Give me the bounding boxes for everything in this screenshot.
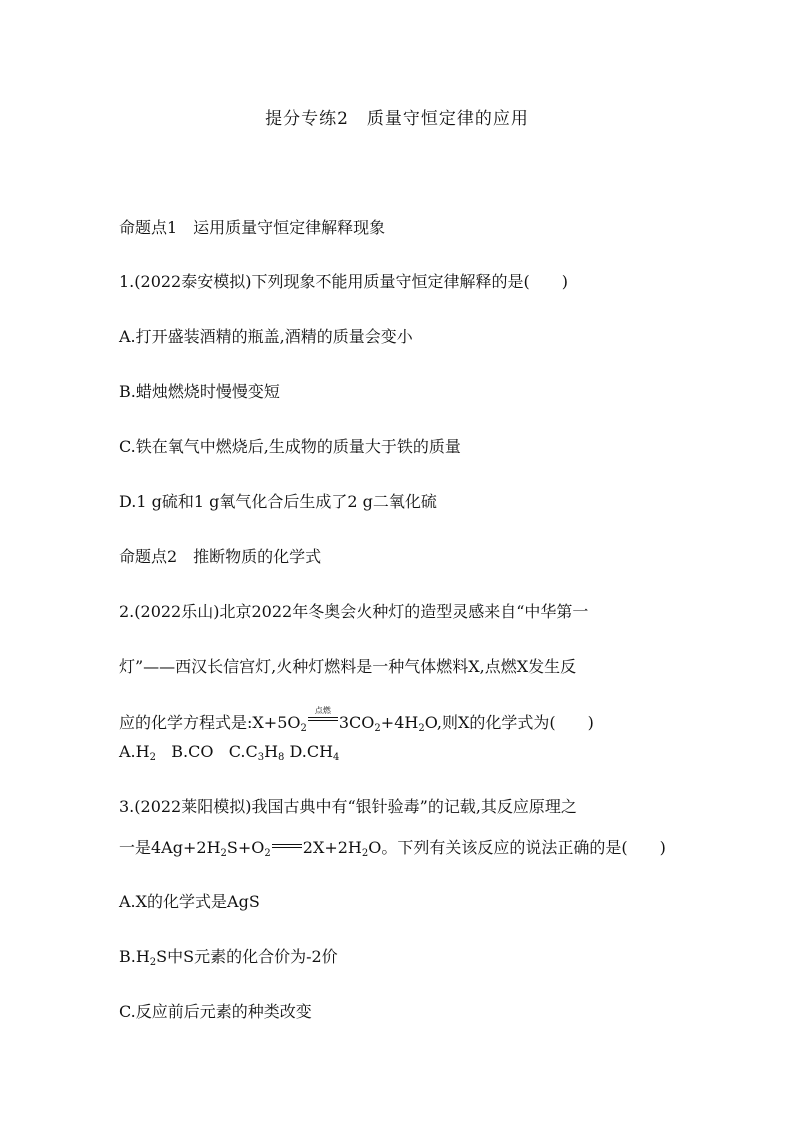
equation-text: O。下列有关该反应的说法正确的是( ): [368, 838, 666, 857]
subscript: 2: [418, 723, 425, 734]
option-c-text: C.C: [228, 742, 258, 761]
subscript: 4: [333, 752, 340, 763]
condition-label: 点燃: [314, 706, 331, 715]
question-1-option-b: B.蜡烛燃烧时慢慢变短: [119, 382, 280, 401]
equals-bar-top: [308, 717, 338, 718]
option-d-text: D.CH: [289, 742, 334, 761]
equation-text: 应的化学方程式是:X+5O: [119, 713, 301, 732]
question-2-line-2: 灯”——西汉长信宫灯,火种灯燃料是一种气体燃料X,点燃X发生反: [119, 657, 577, 676]
question-1-stem: 1.(2022泰安模拟)下列现象不能用质量守恒定律解释的是( ): [119, 272, 568, 291]
equation-text: S+O: [226, 838, 265, 857]
equation-text: O,则X的化学式为( ): [424, 713, 594, 732]
question-1-option-a: A.打开盛装酒精的瓶盖,酒精的质量会变小: [119, 327, 413, 346]
question-2-equation-line: [119, 706, 594, 735]
equals-bar-bottom: [272, 847, 302, 848]
equation-text: +4H: [380, 713, 419, 732]
option-c: [229, 742, 285, 761]
section-heading-2: 命题点2 推断物质的化学式: [119, 547, 322, 566]
subscript: 2: [374, 723, 381, 734]
question-2-options: [119, 740, 339, 764]
option-c-text: H: [264, 742, 279, 761]
reaction-equals: [271, 835, 303, 855]
question-3-option-c: C.反应前后元素的种类改变: [119, 1002, 312, 1021]
option-a: [119, 742, 156, 761]
subscript: 2: [300, 723, 307, 734]
question-3-option-a: A.X的化学式是AgS: [119, 892, 260, 911]
question-3-option-b: [119, 945, 338, 969]
page-title: 提分专练2 质量守恒定律的应用: [265, 109, 529, 129]
equation-text: 一是4Ag+2H: [119, 838, 221, 857]
equation-text: 2X+2H: [302, 838, 362, 857]
equals-bar-top: [272, 844, 302, 845]
option-b-text: S中S元素的化合价为-2价: [156, 947, 338, 966]
question-3-line-1: 3.(2022莱阳模拟)我国古典中有“银针验毒”的记载,其反应原理之: [119, 797, 577, 816]
subscript: 2: [220, 848, 227, 859]
question-3-equation-line: [119, 835, 666, 860]
subscript: 2: [264, 848, 271, 859]
reaction-condition: [307, 706, 339, 730]
equals-bar-bottom: [308, 720, 338, 721]
subscript: 2: [149, 957, 157, 968]
subscript: 8: [278, 752, 285, 763]
question-2-line-1: 2.(2022乐山)北京2022年冬奥会火种灯的造型灵感来自“中华第一: [119, 602, 589, 621]
option-d: [290, 742, 340, 761]
question-1-option-c: C.铁在氧气中燃烧后,生成物的质量大于铁的质量: [119, 437, 461, 456]
option-b: B.CO: [171, 742, 214, 761]
subscript: 2: [361, 848, 369, 859]
option-b-text: B.H: [119, 947, 150, 966]
subscript: 2: [149, 752, 156, 763]
equation-text: 3CO: [338, 713, 375, 732]
option-a-text: A.H: [119, 742, 150, 761]
section-heading-1: 命题点1 运用质量守恒定律解释现象: [119, 218, 386, 237]
question-1-option-d: D.1 g硫和1 g氧气化合后生成了2 g二氧化硫: [119, 492, 437, 511]
subscript: 3: [257, 752, 265, 763]
